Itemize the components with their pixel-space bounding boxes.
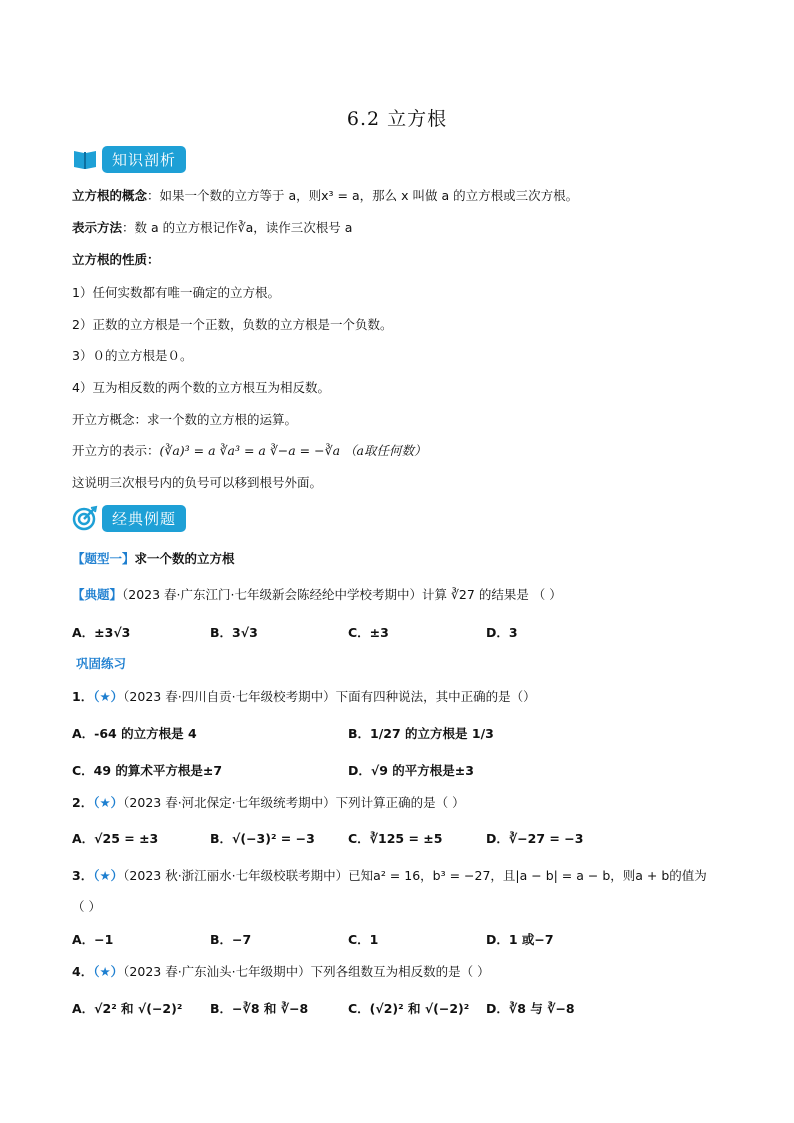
option: B．−∛8 和 ∛−8: [210, 1001, 309, 1016]
example-question: [72, 585, 562, 603]
star-rating: （★）: [93, 964, 124, 979]
option: C．1: [348, 932, 379, 947]
option: D．1 或−7: [486, 932, 554, 947]
option: D．3: [486, 625, 518, 640]
type-title: 求一个数的立方根: [134, 551, 235, 566]
option: C．±3: [348, 625, 389, 640]
section-label: 知识剖析: [102, 146, 186, 173]
practice-header: 巩固练习: [76, 656, 127, 671]
property-item: 1）任何实数都有唯一确定的立方根。: [72, 285, 280, 300]
star-rating: （★）: [93, 795, 124, 810]
op-rep-label: 开立方的表示：: [72, 443, 160, 458]
star-rating: （★）: [93, 868, 124, 883]
question-text: （2023 春·四川自贡·七年级校考期中）下面有四种说法，其中正确的是（）: [123, 689, 536, 704]
question-number: 2．: [72, 795, 94, 810]
question-number: 3．: [72, 868, 94, 883]
section-label: 经典例题: [102, 505, 186, 532]
op-note: 这说明三次根号内的负号可以移到根号外面。: [72, 475, 323, 490]
option: D．∛8 与 ∛−8: [486, 1001, 575, 1016]
question-text: （2023 春·河北保定·七年级统考期中）下列计算正确的是（ ）: [123, 795, 465, 810]
op-rep-line: [72, 441, 426, 459]
section-header-examples: [72, 503, 186, 533]
star-rating: （★）: [93, 689, 124, 704]
props-label: 立方根的性质：: [72, 252, 160, 267]
option: D．√9 的平方根是±3: [348, 763, 474, 778]
question-number: 4．: [72, 964, 94, 979]
option: A．-64 的立方根是 4: [72, 726, 197, 741]
option: C．(√2)² 和 √(−2)²: [348, 1001, 470, 1016]
type-bracket: 【题型一】: [72, 551, 135, 566]
property-item: 2）正数的立方根是一个正数，负数的立方根是一个负数。: [72, 317, 393, 332]
example-text: （2023 春·广东江门·七年级新会陈经纶中学校考期中）计算 ∛27 的结果是 （ ）: [122, 587, 562, 602]
property-item: 3）０的立方根是０。: [72, 348, 193, 363]
open-book-icon: [72, 147, 98, 171]
question-text: （2023 秋·浙江丽水·七年级校联考期中）已知a² = 16，b³ = −27，且|a − b| = a − b，则a + b的值为: [123, 868, 707, 883]
op-concept: 开立方概念：求一个数的立方根的运算。: [72, 412, 298, 427]
question-number: 1．: [72, 689, 94, 704]
concept-text: ：如果一个数的立方等于 a，则x³ = a，那么 x 叫做 a 的立方根或三次方根。: [147, 188, 579, 203]
option: B．3√3: [210, 625, 258, 640]
example-tag: 【典题】: [72, 587, 123, 602]
option: A．−1: [72, 932, 114, 947]
type-header: [72, 549, 235, 567]
option: D．∛−27 = −3: [486, 831, 584, 846]
option: C．∛125 = ±5: [348, 831, 443, 846]
question-2: [72, 793, 465, 811]
option: B．√(−3)² = −3: [210, 831, 315, 846]
notation-label: 表示方法: [72, 220, 123, 235]
notation-line: [72, 218, 352, 236]
option: B．1/27 的立方根是 1/3: [348, 726, 494, 741]
concept-label: 立方根的概念: [72, 188, 148, 203]
op-rep-formula: (∛a)³ = a ∛a³ = a ∛−a = −∛a （a取任何数）: [159, 443, 427, 458]
notation-text: ：数 a 的立方根记作∛a，读作三次根号 a: [122, 220, 353, 235]
question-4: [72, 962, 490, 980]
concept-line: [72, 186, 578, 204]
target-icon: [72, 505, 98, 531]
question-3: [72, 866, 707, 884]
property-item: 4）互为相反数的两个数的立方根互为相反数。: [72, 380, 330, 395]
option: C．49 的算术平方根是±7: [72, 763, 223, 778]
option: A．√25 = ±3: [72, 831, 159, 846]
question-3-bracket: （ ）: [72, 899, 101, 914]
option: B．−7: [210, 932, 252, 947]
question-1: [72, 687, 536, 705]
page-title: 6.2 立方根: [346, 108, 448, 130]
option: A．√2² 和 √(−2)²: [72, 1001, 183, 1016]
question-text: （2023 春·广东汕头·七年级期中）下列各组数互为相反数的是（ ）: [123, 964, 490, 979]
section-header-knowledge: [72, 144, 186, 174]
option: A．±3√3: [72, 625, 131, 640]
